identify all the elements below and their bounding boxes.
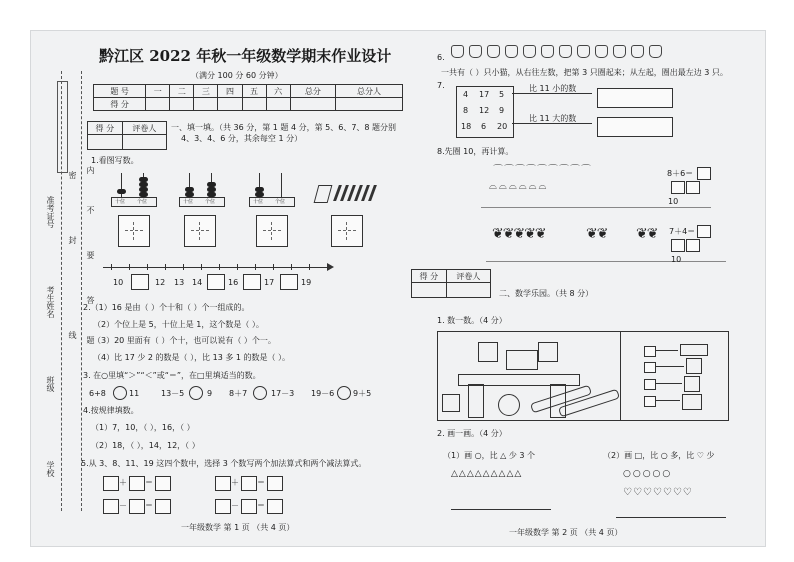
score-cell[interactable]: [146, 98, 170, 111]
equals-sign: ＝: [145, 478, 153, 487]
score-table-header: 一: [146, 85, 170, 98]
equals-sign: ＝: [257, 478, 265, 487]
equals-sign: ＝: [145, 501, 153, 510]
binding-char: 要: [86, 251, 95, 259]
compare-right: 17－3: [271, 389, 295, 398]
score-table-header: 四: [218, 85, 242, 98]
grid-number: 12: [479, 106, 490, 115]
equation-7-plus-4: 7＋4＝: [669, 227, 696, 236]
question-8: 8.先圈 10，再计算。: [437, 147, 514, 156]
block-cube: [478, 342, 498, 362]
numberline-answer-box[interactable]: [280, 274, 298, 290]
question-2-1: 2.（1）16 是由（ ）个十和（ ）个一组成的。: [83, 303, 250, 312]
score-table-header: 三: [194, 85, 218, 98]
cat-icon: [595, 45, 608, 58]
section2-question-1: 1. 数一数。（4 分）: [437, 316, 507, 325]
exam-sheet: [30, 30, 766, 547]
section1-heading: 一、填一填。（共 36 分，第 1 题 4 分，第 5、6、7、8 题分别: [171, 123, 397, 132]
count-answer-box[interactable]: [644, 362, 656, 373]
numberline-answer-box[interactable]: [243, 274, 261, 290]
numberline-answer-box[interactable]: [207, 274, 225, 290]
compare-left: 13－5: [161, 389, 185, 398]
grid-number: 4: [463, 90, 469, 99]
heart-icons: ♡♡♡♡♡♡♡: [623, 487, 693, 498]
answer-box-more[interactable]: [597, 117, 673, 137]
block-cylinder: [506, 350, 538, 370]
grader-header: 得 分: [412, 270, 447, 283]
block-cube: [538, 342, 558, 362]
score-cell[interactable]: [242, 98, 266, 111]
equation-box[interactable]: [215, 499, 231, 514]
compare-left: 6+8: [89, 389, 106, 398]
grid-number: 9: [499, 106, 505, 115]
number-grid: [456, 86, 514, 138]
numberline-label: 16: [228, 278, 239, 287]
grid-number: 5: [499, 90, 505, 99]
grader-table-right: [411, 269, 491, 298]
count-answer-box[interactable]: [644, 379, 656, 390]
cat-icon: [649, 45, 662, 58]
question-7-number: 7.: [437, 81, 445, 90]
plus-sign: ＋: [119, 478, 127, 487]
side-label-class: 班级: [46, 376, 55, 392]
equation-box[interactable]: [129, 499, 145, 514]
equation-box[interactable]: [103, 499, 119, 514]
compare-right: 9: [207, 389, 213, 398]
question-4-2: （2）18，（ ），14，12，（ ）: [91, 441, 200, 450]
score-table-header: 二: [170, 85, 194, 98]
compare-right: 11: [129, 389, 140, 398]
page-subtitle: （满分 100 分 60 分钟）: [191, 71, 283, 80]
score-table-header: 总分: [290, 85, 335, 98]
question-6-number: 6.: [437, 53, 445, 62]
counting-figure: [437, 331, 729, 421]
grid-number: 8: [463, 106, 469, 115]
block-cube: [442, 394, 460, 412]
binding-char: 不: [86, 206, 95, 214]
equation-8-plus-6: 8＋6＝: [667, 169, 694, 178]
grader-cell[interactable]: [122, 135, 166, 150]
numberline-label: 14: [192, 278, 203, 287]
grader-cell[interactable]: [446, 283, 490, 298]
id-box-column: [57, 81, 68, 173]
minus-sign: －: [231, 501, 239, 510]
block-ball: [498, 394, 520, 416]
binding-char: 封: [68, 236, 77, 244]
footer-page-1: 一年级数学 第 1 页 （共 4 页）: [181, 523, 295, 532]
abacus-1: [111, 171, 157, 207]
numberline-answer-box[interactable]: [131, 274, 149, 290]
grid-number: 18: [461, 122, 472, 131]
answer-box-less[interactable]: [597, 88, 673, 108]
cat-icon: [487, 45, 500, 58]
draw-line[interactable]: [616, 517, 726, 518]
answer-box-q8[interactable]: [686, 181, 700, 194]
answer-box-q8[interactable]: [697, 225, 711, 238]
score-cell[interactable]: [290, 98, 335, 111]
section2-question-2: 2. 画一画。（4 分）: [437, 429, 507, 438]
answer-box-q8[interactable]: [686, 239, 700, 252]
count-answer-box[interactable]: [644, 346, 656, 357]
question-3: 3. 在○里填“＞”“＜”或“＝”，在□里填适当的数。: [83, 371, 261, 380]
numberline-label: 12: [155, 278, 166, 287]
question-4-1: （1）7，10，（ ），16，（ ）: [91, 423, 195, 432]
equation-box[interactable]: [103, 476, 119, 491]
question-2-3: （3）20 里面有（ ）个十，也可以说有（ ）个一。: [93, 336, 276, 345]
abacus-label-tens: 十位: [115, 199, 126, 205]
triangle-icons: △△△△△△△△△: [451, 469, 523, 479]
grader-header: 评卷人: [446, 270, 490, 283]
abacus-label-tens: 十位: [183, 199, 194, 205]
equation-box[interactable]: [215, 476, 231, 491]
minus-sign: －: [119, 501, 127, 510]
binding-char: 密: [68, 171, 77, 179]
ten-label: 10: [668, 197, 679, 206]
cat-icon: [451, 45, 464, 58]
grid-number: 20: [497, 122, 508, 131]
section1-heading-cont: 4、3、4、6 分，其余每空 1 分）: [181, 134, 303, 143]
page-title: 黔江区 2022 年秋一年级数学期末作业设计: [99, 47, 392, 65]
grader-header: 得 分: [88, 122, 123, 135]
abacus-2: [179, 171, 225, 207]
side-label-name: 考生姓名: [46, 286, 55, 318]
score-table: [93, 84, 403, 111]
equation-box[interactable]: [155, 499, 171, 514]
score-table-header: 五: [242, 85, 266, 98]
grader-table-left: [87, 121, 167, 150]
answer-box-q8[interactable]: [697, 167, 711, 180]
footer-page-2: 一年级数学 第 2 页 （共 4 页）: [509, 528, 623, 537]
answer-box-q1[interactable]: [184, 215, 216, 247]
draw-task-1: （1）画 ○，比 △ 少 3 个: [443, 451, 536, 460]
score-table-header: 总分人: [336, 85, 403, 98]
plus-sign: ＋: [231, 478, 239, 487]
binding-char: 题: [86, 336, 95, 344]
compare-circle[interactable]: [253, 386, 267, 400]
side-label-id: 准考证号: [46, 196, 55, 228]
cat-icon: [523, 45, 536, 58]
binding-char: 答: [86, 296, 95, 304]
side-label-school: 学校: [46, 461, 55, 477]
question-2-4: （4）比 17 少 2 的数是（ ），比 13 多 1 的数是（ ）。: [93, 353, 291, 362]
arrow-right-icon: [327, 263, 334, 271]
answer-box-q1[interactable]: [118, 215, 150, 247]
abacus-3: [249, 171, 295, 207]
binding-line-inner: [81, 71, 82, 511]
compare-left: 19－6: [311, 389, 335, 398]
grader-cell[interactable]: [412, 283, 447, 298]
grid-number: 17: [479, 90, 490, 99]
draw-task-2: （2）画 □，比 ○ 多，比 ♡ 少: [603, 451, 715, 460]
cat-icon: [505, 45, 518, 58]
grader-header: 评卷人: [122, 122, 166, 135]
grader-cell[interactable]: [88, 135, 123, 150]
score-table-header: 题 号: [94, 85, 146, 98]
leaf-icons: ❦❦❦❦❦: [492, 226, 546, 242]
answer-box-q8[interactable]: [671, 239, 685, 252]
binding-char: 线: [68, 331, 77, 339]
score-cell[interactable]: [170, 98, 194, 111]
equation-box[interactable]: [241, 499, 257, 514]
cat-icon: [631, 45, 644, 58]
label-less-than-11: 比 11 小的数: [529, 84, 577, 93]
answer-box-q8[interactable]: [671, 181, 685, 194]
leaf-icons: ❦❦: [586, 226, 608, 242]
question-2-2: （2）个位上是 5，十位上是 1，这个数是（ ）。: [93, 320, 264, 329]
answer-box-q1[interactable]: [331, 215, 363, 247]
question-6: 一共有（ ）只小猫，从右往左数，把第 3 只圈起来；从左起，圈出最左边 3 只。: [441, 68, 728, 77]
cat-icon: [559, 45, 572, 58]
grid-number: 6: [481, 122, 487, 131]
fruit-icons: ⌒⌒⌒⌒⌒⌒⌒⌒⌒: [493, 165, 592, 176]
score-cell[interactable]: [266, 98, 290, 111]
abacus-label-ones: 个位: [205, 199, 216, 205]
circle-icons: ○○○○○: [623, 469, 673, 479]
abacus-label-tens: 十位: [253, 199, 264, 205]
question-1: 1.看图写数。: [91, 156, 139, 165]
label-greater-than-11: 比 11 大的数: [529, 114, 577, 123]
equals-sign: ＝: [257, 501, 265, 510]
numberline-label: 19: [301, 278, 312, 287]
block-pillar: [468, 384, 484, 418]
question-4: 4.按规律填数。: [83, 406, 139, 415]
numberline-label: 17: [264, 278, 275, 287]
numberline-label: 13: [174, 278, 185, 287]
equation-box[interactable]: [267, 476, 283, 491]
score-cell[interactable]: [194, 98, 218, 111]
equation-box[interactable]: [155, 476, 171, 491]
fruit-icons: ⌓⌓⌓⌓⌓⌓: [489, 181, 549, 192]
count-answer-box[interactable]: [644, 396, 656, 407]
equation-box[interactable]: [129, 476, 145, 491]
score-cell[interactable]: [336, 98, 403, 111]
question-5: 5.从 3、8、11、19 这四个数中，选择 3 个数写两个加法算式和两个减法算式。: [81, 459, 367, 468]
abacus-label-ones: 个位: [137, 199, 148, 205]
compare-right: 9＋5: [353, 389, 372, 398]
abacus-label-ones: 个位: [275, 199, 286, 205]
cat-icon: [469, 45, 482, 58]
answer-box-q1[interactable]: [256, 215, 288, 247]
numberline-label: 10: [113, 278, 124, 287]
equation-box[interactable]: [267, 499, 283, 514]
compare-left: 8＋7: [229, 389, 248, 398]
section2-heading: 二、数学乐园。（共 8 分）: [499, 289, 594, 298]
sticks-bundle: [316, 181, 386, 207]
draw-line[interactable]: [451, 509, 551, 510]
cat-icon: [577, 45, 590, 58]
number-line: [103, 267, 331, 268]
leaf-icons: ❦❦: [636, 226, 658, 242]
compare-circle[interactable]: [113, 386, 127, 400]
cat-icon: [613, 45, 626, 58]
score-row-label: 得 分: [94, 98, 146, 111]
score-cell[interactable]: [218, 98, 242, 111]
score-table-header: 六: [266, 85, 290, 98]
compare-circle[interactable]: [189, 386, 203, 400]
binding-char: 内: [86, 166, 95, 174]
cat-icon: [541, 45, 554, 58]
equation-box[interactable]: [241, 476, 257, 491]
compare-circle[interactable]: [337, 386, 351, 400]
ten-label: 10: [671, 255, 682, 264]
